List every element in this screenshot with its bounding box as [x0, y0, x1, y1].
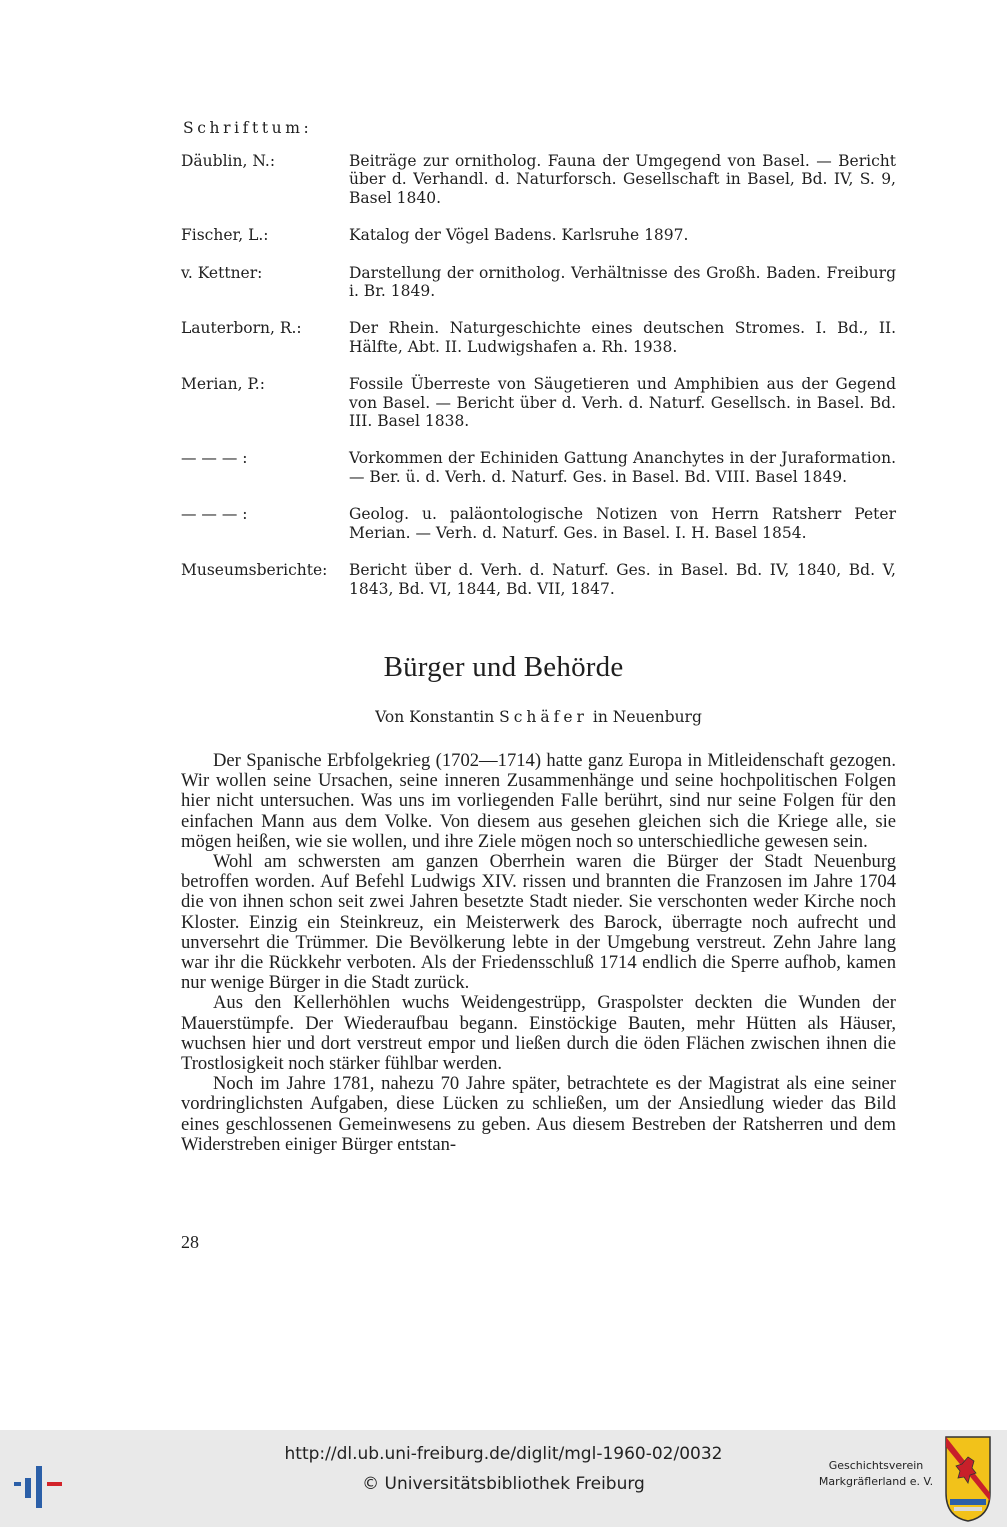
reference-author: Merian, P.:: [181, 375, 265, 394]
reference-entry: [181, 375, 896, 430]
reference-author: v. Kettner:: [181, 263, 263, 282]
byline-author: Schäfer: [499, 708, 588, 726]
reference-author: Lauterborn, R.:: [181, 319, 302, 338]
reference-text: Beiträge zur ornitholog. Fauna der Umgegend von Basel. — Bericht über d. Verhandl. d. Naturforsch. Gesellschaft in Basel, Bd. IV, S. 9, Basel 1840.: [349, 152, 896, 207]
footer-url-link[interactable]: http://dl.ub.uni-freiburg.de/diglit/mgl-1960-02/0032: [284, 1444, 723, 1464]
footer-bar: [0, 1430, 1007, 1527]
reference-author: Museumsberichte:: [181, 561, 328, 580]
reference-text: Vorkommen der Echiniden Gattung Ananchytes in der Juraformation. — Ber. ü. d. Verh. d. Naturf. Ges. in Basel. Bd. VIII. Basel 1849.: [349, 449, 896, 486]
reference-entry: [181, 449, 896, 486]
body-paragraph: Noch im Jahre 1781, nahezu 70 Jahre später, betrachtete es der Magistrat als eine seiner vordringlichsten Aufgaben, diese Lücken zu schließen, um der Ansiedlung wieder das Bild eines geschlossenen Gemeinwesens zu geben. Aus diesem Bestreben der Ratsherren und dem Widerstreben einiger Bürger entstan-: [181, 1073, 896, 1155]
reference-entry: [181, 264, 896, 301]
reference-author: — — — :: [181, 505, 248, 524]
reference-entry: [181, 319, 896, 356]
reference-author: Fischer, L.:: [181, 226, 269, 245]
byline-prefix: Von Konstantin: [375, 708, 495, 726]
reference-text: Der Rhein. Naturgeschichte eines deutschen Stromes. I. Bd., II. Hälfte, Abt. II. Ludwigshafen a. Rh. 1938.: [349, 319, 896, 356]
reference-text: Darstellung der ornitholog. Verhältnisse des Großh. Baden. Freiburg i. Br. 1849.: [349, 263, 896, 301]
society-line-1: Geschichtsverein: [828, 1459, 924, 1472]
body-paragraph: Aus den Kellerhöhlen wuchs Weidengestrüpp, Graspolster deckten die Wunden der Mauerstümpfe. Der Wiederaufbau begann. Einstöckige Bauten, mehr Hütten als Häuser, wuchsen hier und dort verstreut empor und ließen durch die öden Flächen zwischen ihnen die Trostlosigkeit noch stärker fühlbar werden.: [181, 992, 896, 1075]
coat-of-arms-icon: [944, 1433, 992, 1523]
article-body: [181, 751, 896, 1155]
article-byline: [0, 708, 1007, 726]
body-paragraph: Wohl am schwersten am ganzen Oberrhein waren die Bürger der Stadt Neuenburg betroffen worden. Auf Befehl Ludwigs XIV. rissen und brannten die Franzosen im Jahre 1704 die von ihnen schon seit zwei Jahren besetzte Stadt nieder. Sie verschonten weder Kirche noch Kloster. Einzig ein Steinkreuz, ein Meisterwerk des Barock, überragte noch aufrecht und unversehrt die Trümmer. Die Bevölkerung lebte in der Umgebung verstreut. Zehn Jahre lang war ihr die Rückkehr verboten. Als der Friedensschluß 1714 endlich die Sperre aufhob, kamen nur wenige Bürger in die Stadt zurück.: [181, 851, 896, 994]
reference-entry: [181, 226, 896, 244]
reference-entry: [181, 505, 896, 542]
society-line-2: Markgräflerland e. V.: [818, 1475, 934, 1488]
reference-list: [181, 152, 896, 598]
footer-copyright: © Universitätsbibliothek Freiburg: [362, 1474, 645, 1494]
references-heading: Schrifttum:: [183, 119, 313, 137]
reference-text: Katalog der Vögel Badens. Karlsruhe 1897.: [349, 226, 689, 245]
article-title: Bürger und Behörde: [383, 651, 624, 683]
reference-text: Fossile Überreste von Säugetieren und Amphibien aus der Gegend von Basel. — Bericht über d. Verh. d. Naturf. Gesellsch. in Basel. Bd. III. Basel 1838.: [349, 375, 896, 431]
page-number: 28: [181, 1232, 199, 1252]
reference-author: — — — :: [181, 449, 248, 468]
reference-author: Däublin, N.:: [181, 152, 276, 170]
reference-text: Geolog. u. paläontologische Notizen von Herrn Ratsherr Peter Merian. — Verh. d. Naturf. Ges. in Basel. I. H. Basel 1854.: [349, 505, 896, 542]
byline-suffix: in Neuenburg: [592, 708, 702, 726]
reference-entry: [181, 152, 896, 207]
body-paragraph: Der Spanische Erbfolgekrieg (1702—1714) hatte ganz Europa in Mitleidenschaft gezogen. Wir wollen seine Ursachen, seine inneren Zusammenhänge und seine hochpolitischen Folgen hier nicht untersuchen. Was uns im vorliegenden Falle berührt, sind nur seine Folgen für den einfachen Mann aus dem Volke. Von diesem aus gesehen gleichen sich die Kriege alle, sie mögen heißen, wie sie wollen, und ihre Ziele mögen noch so unterschiedliche gewesen sein.: [181, 750, 896, 852]
society-name: [808, 1458, 944, 1490]
reference-entry: [181, 561, 896, 598]
reference-text: Bericht über d. Verh. d. Naturf. Ges. in Basel. Bd. IV, 1840, Bd. V, 1843, Bd. VI, 1844, Bd. VII, 1847.: [349, 561, 896, 598]
